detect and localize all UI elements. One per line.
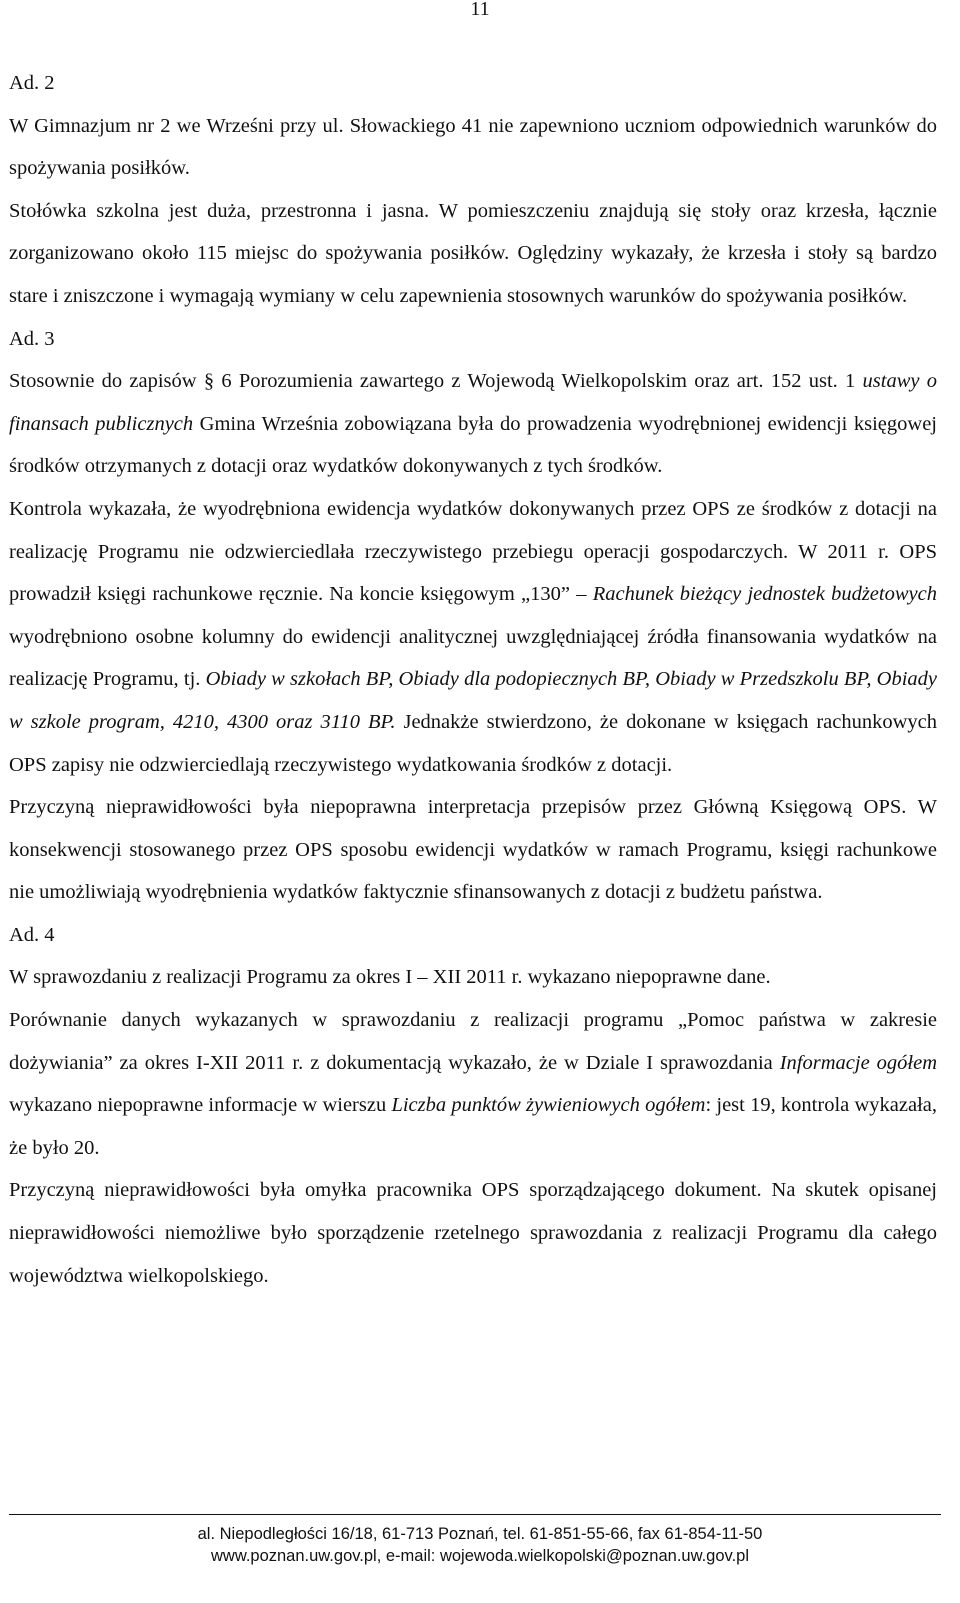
document-body [9, 62, 937, 1297]
ad4-paragraph-1: W sprawozdaniu z realizacji Programu za okres I – XII 2011 r. wykazano niepoprawne dane. [9, 966, 771, 989]
ad3-heading: Ad. 3 [9, 327, 55, 350]
page-number: 11 [470, 0, 490, 20]
footer-address: al. Niepodległości 16/18, 61-713 Poznań, tel. 61-851-55-66, fax 61-854-11-50 [197, 1525, 763, 1543]
ad2-paragraph-2: Stołówka szkolna jest duża, przestronna i jasna. W pomieszczeniu znajdują się stoły oraz krzesła, łącznie zorganizowano około 115 miejsc do spożywania posiłków. Oględziny wykazały, że krzesła i stoły są bardzo stare i zniszczone i wymagają wymiany w celu zapewnienia stosownych warunków do spożywania posiłków. [9, 199, 937, 307]
text-segment: Porównanie danych wykazanych w sprawozdaniu z realizacji programu „Pomoc państwa w zakresie dożywiania” za okres I-XII 2011 r. z dokumentacją wykazało, że w Dziale I sprawozdania [9, 1009, 937, 1074]
footer-contact: www.poznan.uw.gov.pl, e-mail: wojewoda.wielkopolski@poznan.uw.gov.pl [210, 1547, 749, 1565]
text-segment: wyodrębniono osobne kolumny do ewidencji analitycznej uwzględniającej źródła finansowania wydatków na realizację Programu, tj. [9, 625, 937, 691]
ledger-columns: Obiady w szkołach BP, Obiady dla podopiecznych BP, Obiady w Przedszkolu BP, Obiady w szkole program, 4210, 4300 oraz 3110 BP. [9, 668, 937, 733]
report-section-name: Informacje ogółem [779, 1051, 938, 1074]
ad4-heading: Ad. 4 [9, 923, 55, 946]
ad3-paragraph-2 [9, 488, 937, 786]
footer-divider [9, 1514, 941, 1515]
ad3-paragraph-1 [9, 360, 937, 488]
text-segment: : jest 19, kontrola wykazała, że było 20. [9, 1094, 937, 1159]
text-segment: Kontrola wykazała, że wyodrębniona ewidencja wydatków dokonywanych przez OPS ze środków z dotacji na realizację Programu nie odzwierciedlała rzeczywistego przebiegu operacji gospodarczych. W 2011 r. OPS prowadził księgi rachunkowe ręcznie. Na koncie księgowym „130” – [9, 497, 937, 606]
text-segment: Jednakże stwierdzono, że dokonane w księgach rachunkowych OPS zapisy nie odzwierciedlają rzeczywistego wydatkowania środków z dotacji. [9, 710, 937, 776]
report-row-name: Liczba punktów żywieniowych ogółem [391, 1094, 706, 1117]
account-name: Rachunek bieżący jednostek budżetowych [592, 583, 937, 606]
ad2-paragraph-1: W Gimnazjum nr 2 we Wrześni przy ul. Słowackiego 41 nie zapewniono uczniom odpowiednich warunków do spożywania posiłków. [9, 114, 937, 180]
text-segment: wykazano niepoprawne informacje w wierszu [9, 1094, 392, 1117]
ad3-paragraph-3: Przyczyną nieprawidłowości była niepoprawna interpretacja przepisów przez Główną Księgową OPS. W konsekwencji stosowanego przez OPS sposobu ewidencji wydatków w ramach Programu, księgi rachunkowe nie umożliwiają wyodrębnienia wydatków faktycznie sfinansowanych z dotacji z budżetu państwa. [9, 796, 937, 904]
ad4-paragraph-3: Przyczyną nieprawidłowości była omyłka pracownika OPS sporządzającego dokument. Na skutek opisanej nieprawidłowości niemożliwe było sporządzenie rzetelnego sprawozdania z realizacji Programu dla całego województwa wielkopolskiego. [9, 1179, 937, 1287]
ad4-paragraph-2 [9, 999, 937, 1169]
ad2-heading: Ad. 2 [9, 72, 55, 94]
act-title: ustawy o finansach publicznych [9, 370, 937, 435]
text-segment: Stosownie do zapisów § 6 Porozumienia zawartego z Wojewodą Wielkopolskim oraz art. 152 ust. 1 [9, 370, 863, 393]
text-segment: Gmina Września zobowiązana była do prowadzenia wyodrębnionej ewidencji księgowej środków otrzymanych z dotacji oraz wydatków dokonywanych z tych środków. [9, 412, 937, 478]
